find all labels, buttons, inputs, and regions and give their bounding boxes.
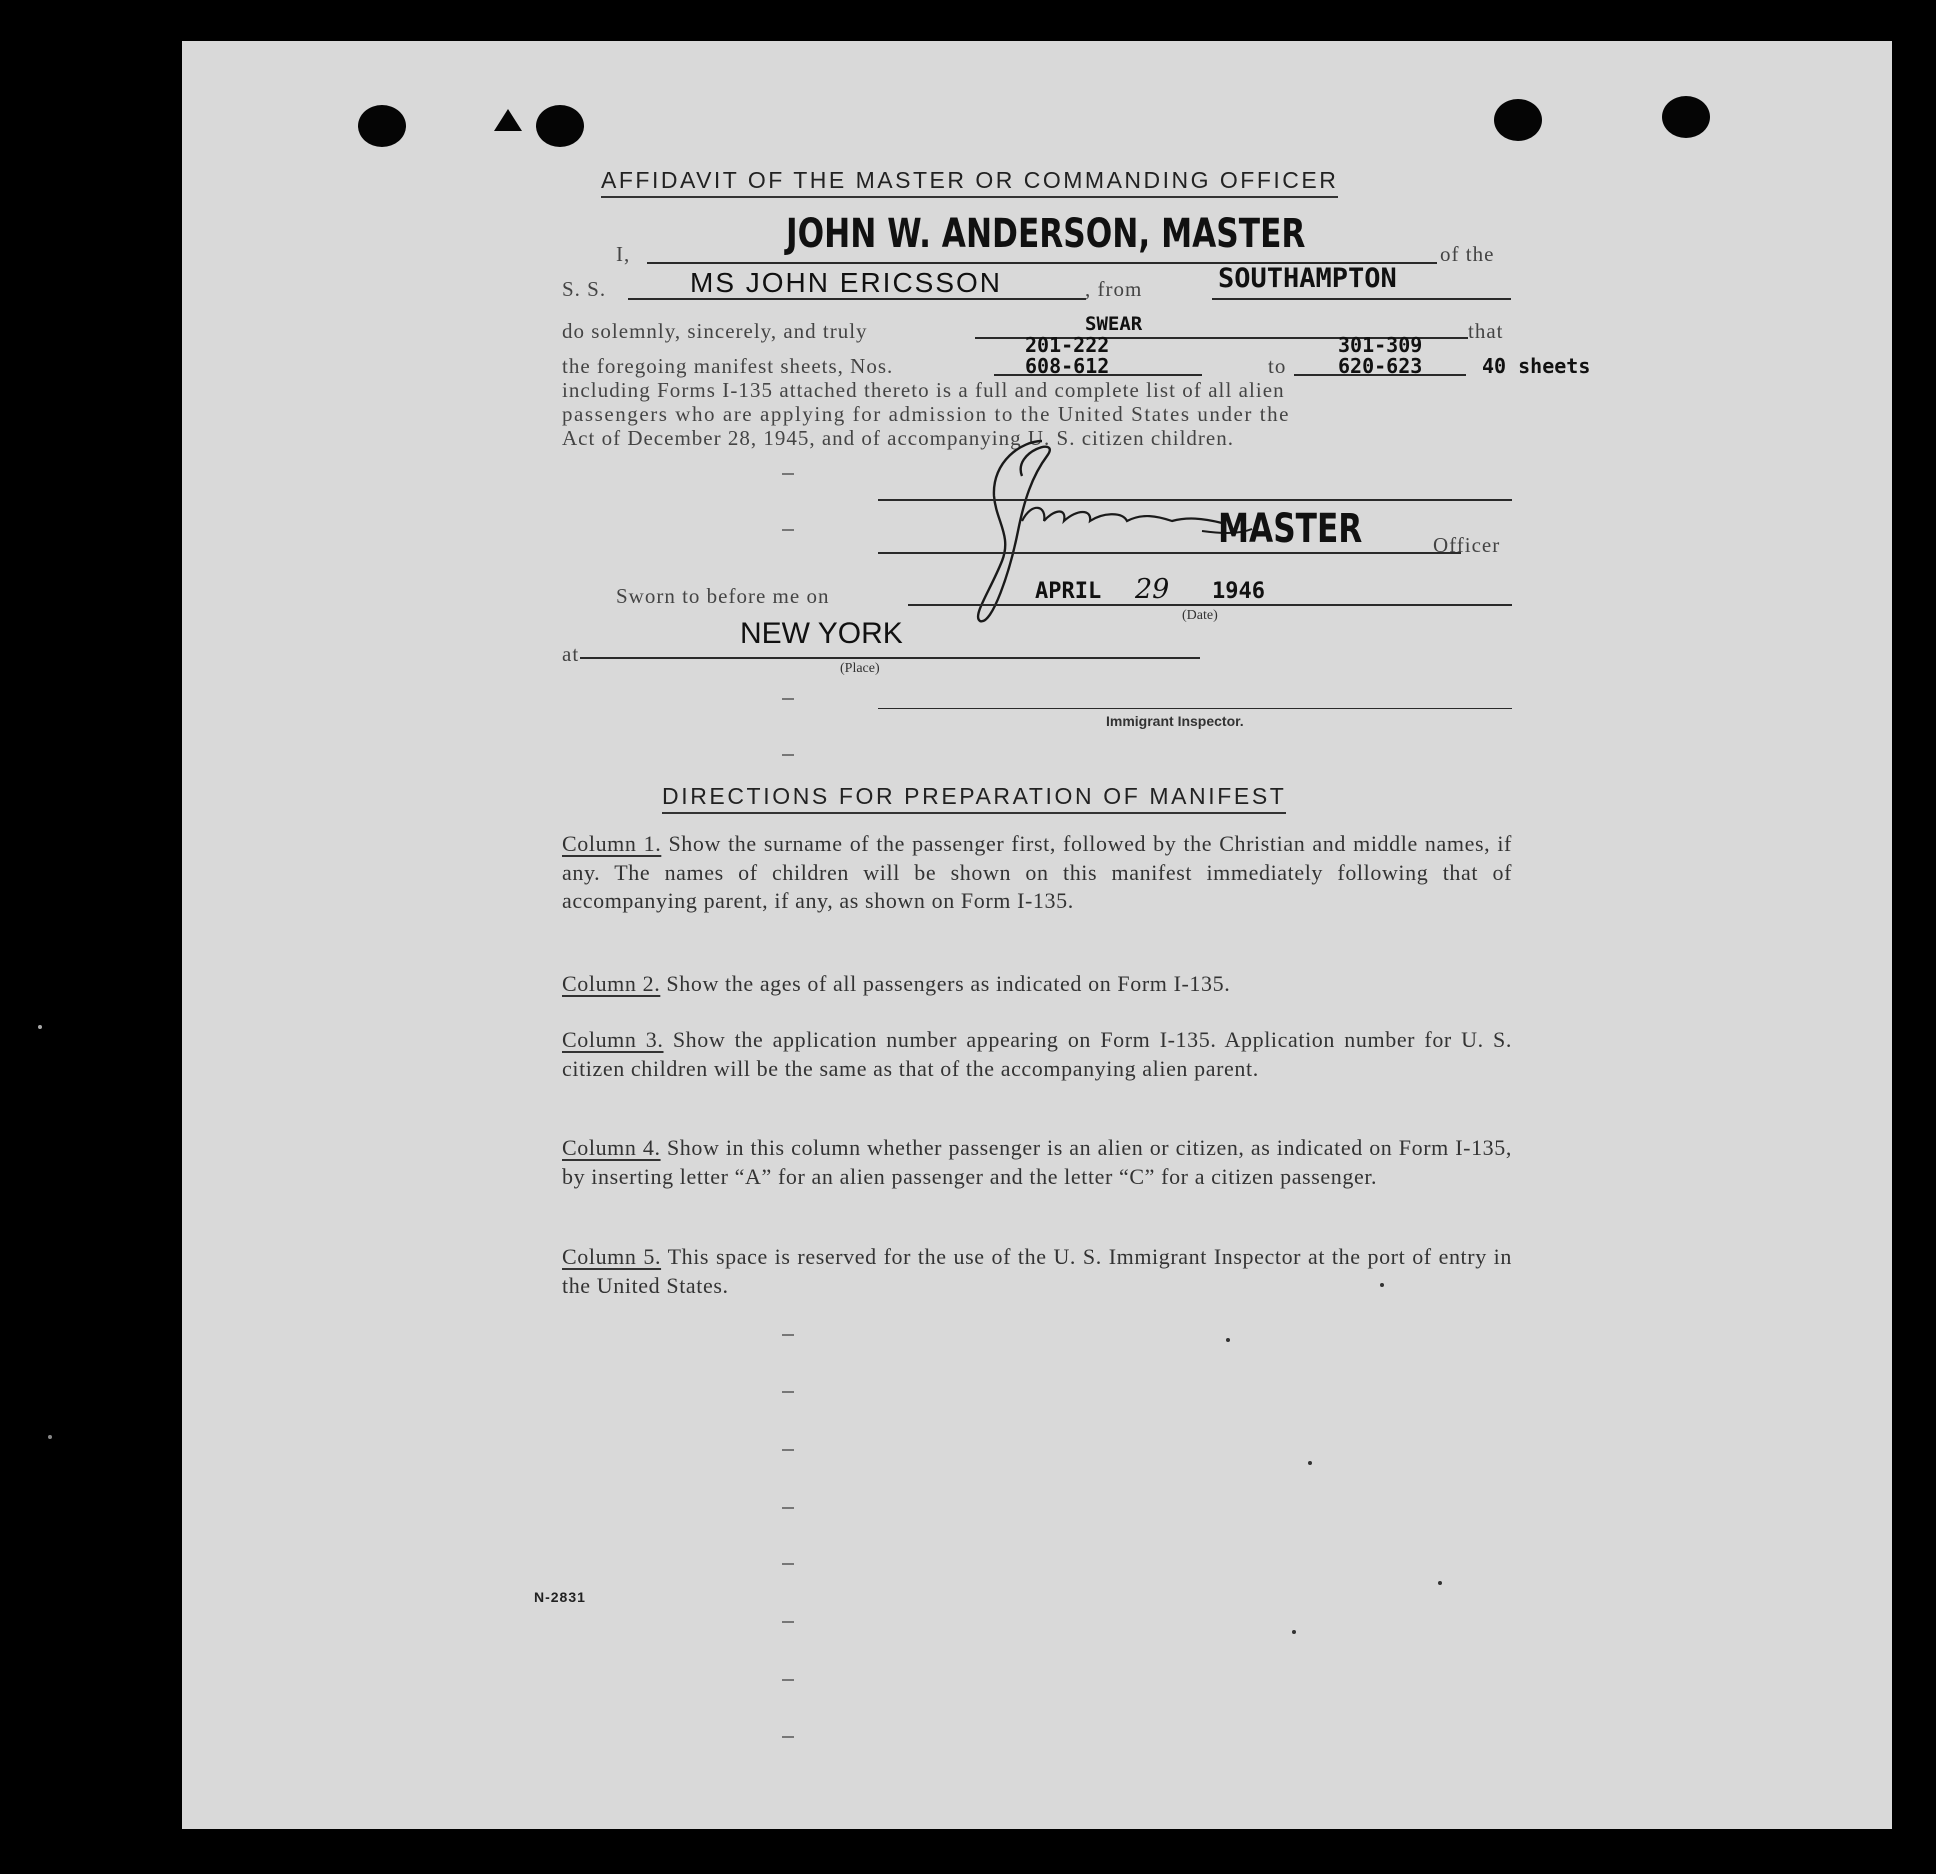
i-label: I, (616, 242, 631, 266)
margin-mark (782, 1507, 794, 1509)
inspector-line (878, 708, 1512, 709)
date-month: APRIL (1035, 579, 1102, 604)
form-number: N-2831 (534, 1589, 586, 1605)
foregoing-label: the foregoing manifest sheets, Nos. (562, 354, 894, 378)
column-heading: Column 2. (562, 971, 661, 996)
column-heading: Column 3. (562, 1027, 664, 1052)
master-name: JOHN W. ANDERSON, MASTER (786, 211, 1306, 257)
that-label: that (1468, 319, 1504, 343)
date-day: 29 (1135, 574, 1170, 605)
speck (38, 1025, 42, 1029)
sheet-count: 40 sheets (1482, 354, 1591, 378)
direction-column-1 (562, 830, 1512, 916)
sheet-nos-to-1: 301-309 (1338, 333, 1423, 357)
to-label: to (1268, 354, 1287, 378)
speck (1226, 1338, 1230, 1342)
port-line (1212, 298, 1511, 300)
margin-mark (782, 1334, 794, 1336)
oath-word: SWEAR (1085, 313, 1143, 335)
punch-hole (494, 109, 522, 131)
margin-mark (782, 754, 794, 756)
punch-hole (1662, 96, 1710, 138)
direction-column-4 (562, 1134, 1512, 1191)
sheet-nos-from-1: 201-222 (1025, 333, 1110, 357)
affidavit-body-line: Act of December 28, 1945, and of accompanying U. S. citizen children. (562, 426, 1234, 450)
do-solemnly-label: do solemnly, sincerely, and truly (562, 319, 868, 343)
from-label: , from (1085, 277, 1143, 301)
speck (1292, 1630, 1296, 1634)
ship-name: MS JOHN ERICSSON (690, 267, 1003, 298)
column-heading: Column 1. (562, 831, 662, 856)
date-line (908, 604, 1512, 606)
sworn-label: Sworn to before me on (616, 584, 830, 608)
date-year: 1946 (1212, 579, 1265, 604)
speck (48, 1435, 52, 1439)
sheet-nos-to-2: 620-623 (1338, 354, 1423, 378)
officer-label: Officer (1433, 533, 1501, 557)
place-line (580, 657, 1200, 659)
from-port: SOUTHAMPTON (1218, 263, 1397, 294)
margin-mark (782, 473, 794, 475)
punch-hole (1494, 99, 1542, 141)
signature-line (878, 499, 1512, 501)
of-the-label: of the (1440, 242, 1495, 266)
direction-column-2 (562, 970, 1512, 999)
inspector-caption: Immigrant Inspector. (1106, 713, 1244, 729)
rank-stamp: MASTER (1218, 506, 1363, 552)
speck (1438, 1581, 1442, 1585)
direction-column-5 (562, 1243, 1512, 1300)
margin-mark (782, 1679, 794, 1681)
margin-mark (782, 1563, 794, 1565)
date-caption: (Date) (1182, 608, 1218, 623)
affidavit-body-line: passengers who are applying for admission to the United States under the (562, 402, 1291, 426)
margin-mark (782, 1736, 794, 1738)
affidavit-title: AFFIDAVIT OF THE MASTER OR COMMANDING OFFICER (601, 167, 1338, 198)
column-heading: Column 5. (562, 1244, 662, 1269)
directions-title: DIRECTIONS FOR PREPARATION OF MANIFEST (662, 783, 1286, 814)
margin-mark (782, 1621, 794, 1623)
column-text: Show in this column whether passenger is an alien or citizen, as indicated on Form I-135, by inserting letter “A” for an alien passenger and the letter “C” for a citizen passenger. (562, 1135, 1512, 1189)
column-heading: Column 4. (562, 1135, 661, 1160)
margin-mark (782, 529, 794, 531)
margin-mark (782, 1391, 794, 1393)
margin-mark (782, 1449, 794, 1451)
ss-label: S. S. (562, 277, 607, 301)
column-text: Show the ages of all passengers as indicated on Form I-135. (666, 971, 1231, 996)
punch-hole (536, 105, 584, 147)
speck (1380, 1283, 1384, 1287)
place-caption: (Place) (840, 661, 880, 676)
margin-mark (782, 698, 794, 700)
speck (1308, 1461, 1312, 1465)
affidavit-page (182, 41, 1892, 1829)
punch-hole (358, 105, 406, 147)
column-text: This space is reserved for the use of the U. S. Immigrant Inspector at the port of entry in the United States. (562, 1244, 1512, 1298)
officer-line (878, 552, 1461, 554)
direction-column-3 (562, 1026, 1512, 1083)
at-label: at (562, 642, 580, 666)
affidavit-body-line: including Forms I-135 attached thereto is a full and complete list of all alien (562, 378, 1285, 402)
column-text: Show the surname of the passenger first, followed by the Christian and middle names, if any. The names of children will be shown on this manifest immediately following that of accompanying parent, if any, as shown on Form I-135. (562, 831, 1512, 913)
place-name: NEW YORK (740, 617, 903, 650)
column-text: Show the application number appearing on Form I-135. Application number for U. S. citizen children will be the same as that of the accompanying alien parent. (562, 1027, 1512, 1081)
sheet-nos-from-2: 608-612 (1025, 354, 1110, 378)
